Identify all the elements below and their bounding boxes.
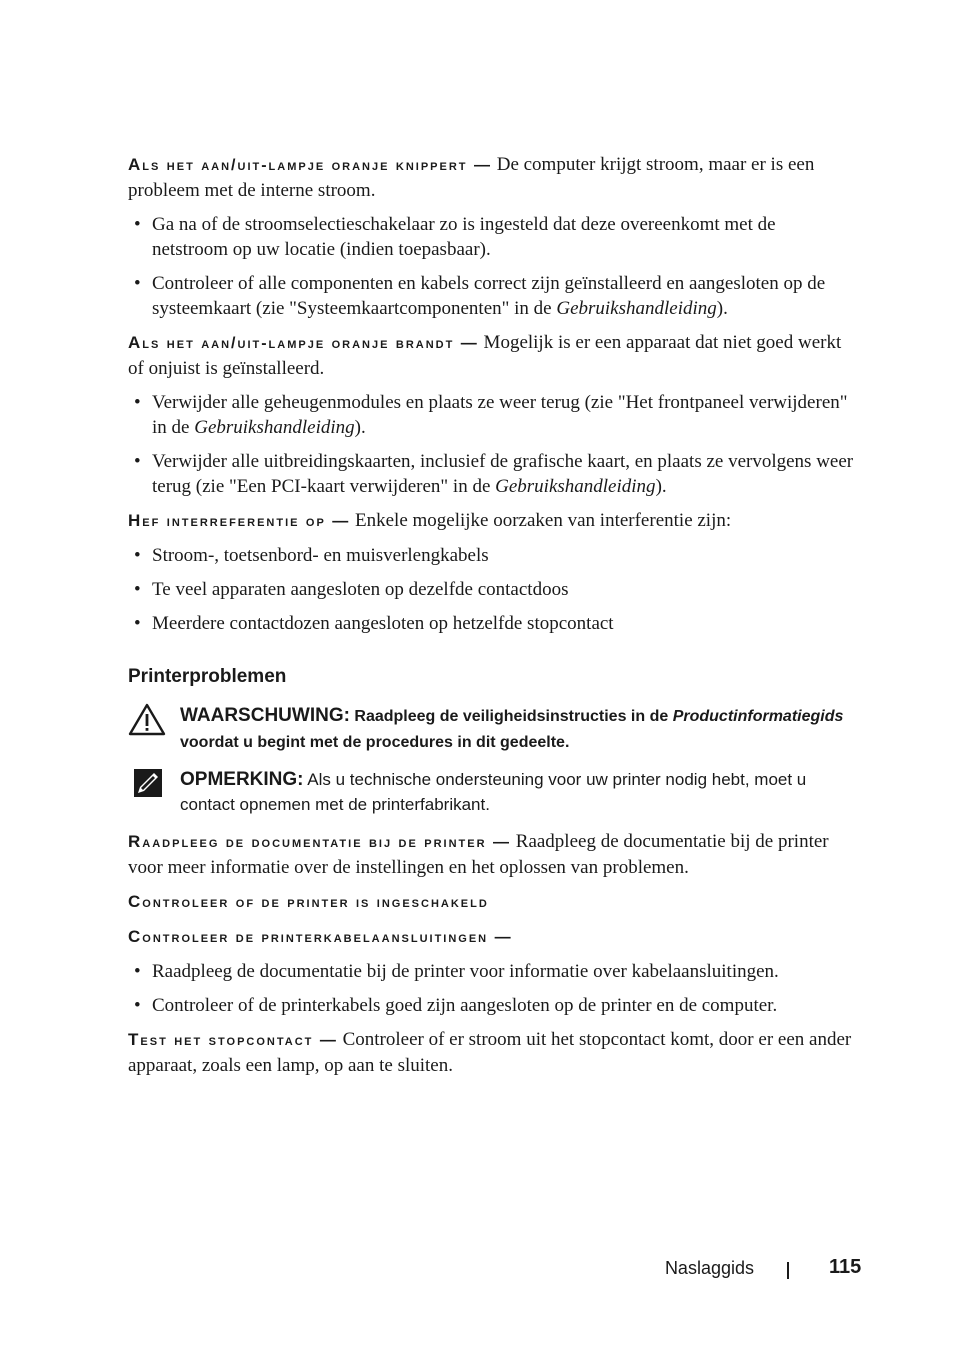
- document-reference: Gebruikshandleiding: [556, 298, 717, 319]
- run-in-heading: [128, 834, 511, 851]
- warning-body-end: voordat u begint met de procedures in dit gedeelte.: [180, 734, 570, 751]
- heading-rest: ontroleer of de printer is ingeschakeld: [142, 894, 489, 911]
- bullet-icon: •: [134, 995, 141, 1016]
- paragraph-printer-cables: [128, 924, 856, 950]
- note-pencil-icon: [128, 767, 166, 801]
- heading-initial: A: [128, 155, 143, 174]
- paragraph-printer-documentation: [128, 829, 856, 880]
- list-item-text: Meerdere contactdozen aangesloten op hetzelfde stopcontact: [152, 613, 614, 634]
- warning-body: Raadpleeg de veiligheidsinstructies in de: [349, 708, 673, 725]
- paragraph-printer-on: [128, 889, 856, 915]
- page-number: 115: [829, 1256, 862, 1278]
- list-item-text-end: ).: [655, 476, 667, 497]
- list-item: [128, 993, 856, 1018]
- warning-text: [180, 703, 856, 755]
- bullet-icon: •: [134, 214, 141, 235]
- document-reference: Gebruikshandleiding: [495, 476, 656, 497]
- bullet-icon: •: [134, 545, 141, 566]
- list-item-text: Stroom-, toetsenbord- en muisverlengkabels: [152, 545, 489, 566]
- bullet-icon: •: [134, 613, 141, 634]
- note-body: Als u technische ondersteuning voor uw printer nodig hebt, moet u contact opnemen met de printerfabrikant.: [180, 770, 807, 814]
- list-item-text: Te veel apparaten aangesloten op dezelfde contactdoos: [152, 579, 569, 600]
- list-item-text: Raadpleeg de documentatie bij de printer voor informatie over kabelaansluitingen.: [152, 961, 779, 982]
- bullet-icon: •: [134, 579, 141, 600]
- heading-rest: ef interreferentie op —: [142, 513, 351, 530]
- run-in-heading: [128, 335, 479, 352]
- note-label: OPMERKING:: [180, 769, 304, 790]
- heading-rest: ls het aan/uit-lampje oranje knippert —: [142, 157, 492, 174]
- warning-triangle-icon: [128, 703, 166, 737]
- section-title: Printerproblemen: [128, 666, 287, 687]
- list-item-text: Verwijder alle uitbreidingskaarten, inclusief de grafische kaart, en plaats ze vervolgens weer terug (zie "Een PCI-kaart verwijderen" in de: [152, 451, 854, 497]
- run-in-heading: [128, 929, 513, 946]
- list-item-text-end: ).: [354, 417, 366, 438]
- footer-title: Naslaggids: [664, 1258, 754, 1278]
- run-in-heading: [128, 513, 350, 530]
- paragraph-interference: [128, 508, 856, 534]
- list-item: [128, 390, 856, 440]
- bullet-list: [128, 212, 856, 321]
- heading-initial: A: [128, 333, 143, 352]
- paragraph-text: De computer krijgt stroom, maar er is een probleem met de interne stroom.: [128, 154, 815, 201]
- paragraph-text: Raadpleeg de documentatie bij de printer voor meer informatie over de instellingen en het oplossen van problemen.: [128, 831, 829, 878]
- bullet-icon: •: [134, 392, 141, 413]
- footer-separator: [787, 1262, 789, 1279]
- run-in-heading: [128, 894, 489, 911]
- heading-initial: C: [128, 927, 143, 946]
- paragraph-test-outlet: [128, 1027, 856, 1078]
- paragraph-text: Enkele mogelijke oorzaken van interferentie zijn:: [350, 510, 732, 531]
- heading-initial: C: [128, 892, 143, 911]
- warning-label: WAARSCHUWING:: [180, 705, 350, 726]
- bullet-icon: •: [134, 451, 141, 472]
- list-item: [128, 577, 856, 602]
- run-in-heading: [128, 1032, 338, 1049]
- list-item: [128, 212, 856, 262]
- heading-rest: aadpleeg de documentatie bij de printer —: [142, 834, 512, 851]
- list-item-text: Ga na of de stroomselectieschakelaar zo is ingesteld dat deze overeenkomt met de netstroom op uw locatie (indien toepasbaar).: [152, 214, 776, 260]
- bullet-list: [128, 390, 856, 499]
- bullet-icon: •: [134, 961, 141, 982]
- bullet-icon: •: [134, 273, 141, 294]
- document-reference: Productinformatiegids: [672, 708, 844, 725]
- list-item: [128, 449, 856, 499]
- heading-rest: est het stopcontact —: [140, 1032, 338, 1049]
- note-text: [180, 767, 856, 817]
- list-item-text: Controleer of alle componenten en kabels correct zijn geïnstalleerd en aangesloten op de systeemkaart (zie "Systeemkaartcomponenten" in de: [152, 273, 826, 319]
- heading-initial: R: [128, 832, 143, 851]
- paragraph-power-light-blinking: [128, 152, 856, 203]
- paragraph-text: Mogelijk is er een apparaat dat niet goed werkt of onjuist is geïnstalleerd.: [128, 332, 842, 379]
- heading-rest: ontroleer de printerkabelaansluitingen —: [142, 929, 513, 946]
- warning-notice: [128, 703, 856, 755]
- page-footer: [0, 1256, 954, 1284]
- list-item-text: Controleer of de printerkabels goed zijn aangesloten op de printer en de computer.: [152, 995, 778, 1016]
- note-notice: [128, 767, 856, 817]
- paragraph-text: Controleer of er stroom uit het stopcontact komt, door er een ander apparaat, zoals een lamp, op aan te sluiten.: [128, 1029, 852, 1076]
- heading-initial: H: [128, 511, 143, 530]
- run-in-heading: [128, 157, 492, 174]
- list-item: [128, 611, 856, 636]
- page-content: [128, 152, 856, 1087]
- heading-rest: ls het aan/uit-lampje oranje brandt —: [142, 335, 479, 352]
- heading-initial: T: [128, 1030, 141, 1049]
- paragraph-power-light-steady: [128, 330, 856, 381]
- bullet-list: [128, 959, 856, 1018]
- bullet-list: [128, 543, 856, 636]
- list-item: [128, 959, 856, 984]
- list-item: [128, 271, 856, 321]
- document-reference: Gebruikshandleiding: [194, 417, 355, 438]
- list-item: [128, 543, 856, 568]
- list-item-text: Verwijder alle geheugenmodules en plaats ze weer terug (zie "Het frontpaneel verwijderen" in de: [152, 392, 848, 438]
- list-item-text-end: ).: [716, 298, 728, 319]
